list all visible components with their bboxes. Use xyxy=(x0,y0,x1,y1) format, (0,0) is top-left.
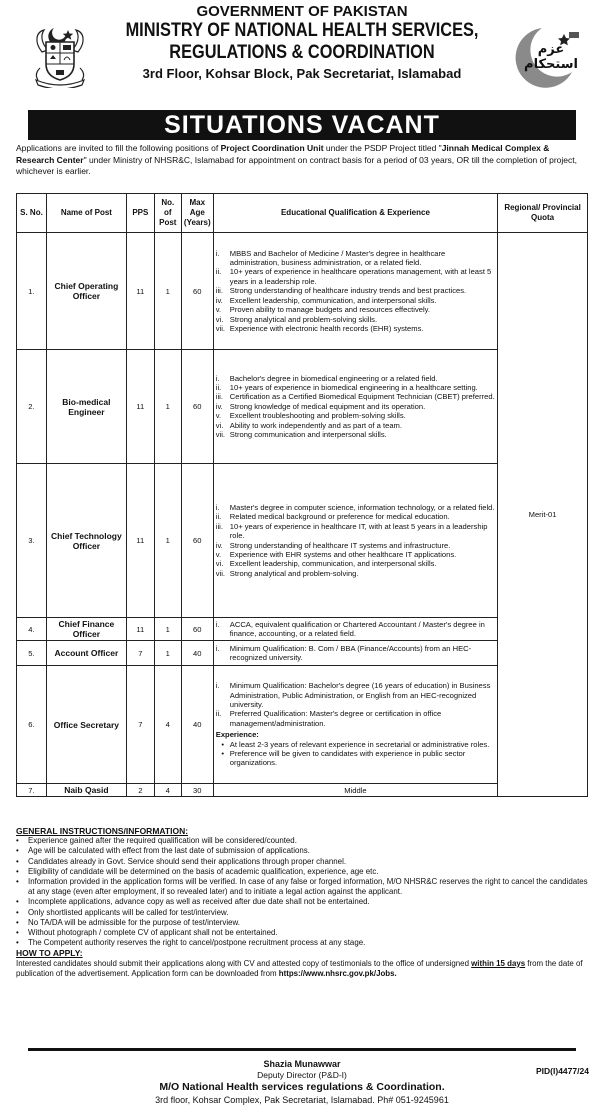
item-text: At least 2-3 years of relevant experience in secretarial or administrative roles. xyxy=(229,739,490,749)
signatory-name: Shazia Munawwar xyxy=(263,1059,341,1069)
cell-pps: 7 xyxy=(126,641,154,666)
footer-address: 3rd floor, Kohsar Complex, Pak Secretariat, Islamabad. Ph# 051-9245961 xyxy=(155,1095,449,1105)
bullet-icon: • xyxy=(221,739,225,749)
signatory-designation: Deputy Director (P&D-I) xyxy=(257,1070,347,1080)
intro-unit: Project Coordination Unit xyxy=(220,143,324,153)
instruction-text: Candidates already in Govt. Service should send their applications through proper channel. xyxy=(28,856,347,866)
qualification-item xyxy=(216,644,495,663)
item-number: iv. xyxy=(215,401,223,411)
item-text: 10+ years of experience in healthcare operations management, with at least 5 years in a leadership role. xyxy=(229,267,492,286)
item-text: Bachelor's degree in biomedical engineering or a related field. xyxy=(229,373,438,383)
cell-pps: 11 xyxy=(126,464,154,618)
cell-qualification xyxy=(213,618,497,641)
vacancy-table xyxy=(16,193,588,797)
qualification-item xyxy=(216,286,495,295)
campaign-logo xyxy=(512,20,586,94)
item-text: Preferred Qualification: Master's degree or certification in office management/administration. xyxy=(229,709,442,728)
item-number: iv. xyxy=(215,540,223,550)
qualification-item xyxy=(216,569,495,578)
header-quota: Regional/ Provincial Quota xyxy=(498,194,588,233)
apply-deadline: within 15 days xyxy=(471,958,526,968)
item-number: ii. xyxy=(215,382,222,392)
qualification-item xyxy=(216,315,495,324)
item-number: iii. xyxy=(215,392,223,402)
cell-post: Chief Technology Officer xyxy=(46,464,126,618)
item-text: MBBS and Bachelor of Medicine / Master's degree in healthcare administration, business administration, or a related field. xyxy=(229,248,446,268)
cell-sno: 5. xyxy=(17,641,47,666)
cell-qualification xyxy=(213,464,497,618)
cell-max-age: 60 xyxy=(181,233,213,350)
qualification-item xyxy=(216,305,495,314)
experience-item xyxy=(216,740,495,749)
bullet-icon: • xyxy=(16,938,19,948)
cell-post: Chief Operating Officer xyxy=(46,233,126,350)
cell-pps: 11 xyxy=(126,233,154,350)
qualification-item xyxy=(216,503,495,512)
bullet-icon: • xyxy=(16,866,19,876)
instruction-item xyxy=(16,846,592,856)
instructions-title: GENERAL INSTRUCTIONS/INFORMATION: xyxy=(16,826,189,836)
how-to-apply-text xyxy=(16,959,592,979)
item-number: v. xyxy=(215,411,222,421)
cell-num-post: 1 xyxy=(154,464,181,618)
cell-post: Chief Finance Officer xyxy=(46,618,126,641)
item-number: ii. xyxy=(215,512,222,522)
item-number: i. xyxy=(215,502,220,512)
cell-pps: 11 xyxy=(126,618,154,641)
cell-post: Account Officer xyxy=(46,641,126,666)
item-number: v. xyxy=(215,305,222,315)
item-text: Experience with electronic health records (EHR) systems. xyxy=(229,323,424,333)
cell-num-post: 4 xyxy=(154,666,181,784)
ministry-title-line2: REGULATIONS & COORDINATION xyxy=(169,42,435,63)
item-number: vi. xyxy=(215,420,224,430)
bullet-icon: • xyxy=(16,877,19,887)
cell-pps: 2 xyxy=(126,784,154,797)
bullet-icon: • xyxy=(16,917,19,927)
item-number: ii. xyxy=(215,709,222,719)
intro-project: Jinnah Medical Complex & Research Center xyxy=(16,143,550,165)
cell-max-age: 60 xyxy=(181,464,213,618)
cell-post: Office Secretary xyxy=(46,666,126,784)
cell-max-age: 40 xyxy=(181,666,213,784)
header-qualification: Educational Qualification & Experience xyxy=(213,194,497,233)
qualification-item xyxy=(216,296,495,305)
table-header-row xyxy=(17,194,588,233)
cell-qualification xyxy=(213,666,497,784)
header-max-age: Max Age (Years) xyxy=(181,194,213,233)
cell-num-post: 1 xyxy=(154,641,181,666)
item-text: Experience with EHR systems and other healthcare IT applications. xyxy=(229,549,457,559)
instruction-item xyxy=(16,908,592,918)
instruction-item xyxy=(16,938,592,948)
qualification-item xyxy=(216,522,495,541)
instruction-item xyxy=(16,857,592,867)
instruction-text: Incomplete applications, advance copy as well as received after due date shall not be entertained. xyxy=(28,897,370,907)
instruction-item xyxy=(16,877,592,897)
instruction-text: Without photograph / complete CV of applicant shall not be entertained. xyxy=(28,928,278,938)
item-text: Proven ability to manage budgets and resources effectively. xyxy=(229,305,430,315)
how-to-apply-title: HOW TO APPLY: xyxy=(16,948,83,959)
intro-text: Applications are invited to fill the following positions of xyxy=(16,143,221,153)
item-number: ii. xyxy=(215,267,222,277)
apply-link[interactable]: https://www.nhsrc.gov.pk/Jobs. xyxy=(278,968,397,978)
item-text: Strong analytical and problem-solving skills. xyxy=(229,314,378,324)
cell-num-post: 4 xyxy=(154,784,181,797)
apply-text-2: from the date of publication of the advertisement. Application form can be downloaded from xyxy=(16,958,583,978)
item-number: vii. xyxy=(215,568,226,578)
instruction-text: Information provided in the application forms will be verified. In case of any false or forged information, M/O NHSR&C reserves the right to cancel the candidates at any stage (even after employment, if so revealed later) and to initiate a legal action against the applicant. xyxy=(28,877,588,897)
bullet-icon: • xyxy=(221,749,225,759)
intro-text-2: under the PSDP Project titled " xyxy=(323,143,442,153)
item-text: Excellent leadership, communication, and interpersonal skills. xyxy=(229,295,437,305)
qualification-item xyxy=(216,411,495,420)
item-number: vi. xyxy=(215,559,224,569)
situations-vacant-banner: SITUATIONS VACANT xyxy=(28,110,576,140)
cell-post: Naib Qasid xyxy=(46,784,126,797)
instruction-item xyxy=(16,867,592,877)
qualification-item xyxy=(216,249,495,268)
bullet-icon: • xyxy=(16,928,19,938)
header-sno: S. No. xyxy=(17,194,47,233)
qualification-item xyxy=(216,620,495,639)
item-text: Excellent troubleshooting and problem-solving skills. xyxy=(229,411,406,421)
cell-post: Bio-medical Engineer xyxy=(46,350,126,464)
item-text: ACCA, equivalent qualification or Chartered Accountant / Master's degree in finance, accounting, or a related field. xyxy=(229,619,485,638)
instruction-item xyxy=(16,897,592,907)
header-post: Name of Post xyxy=(46,194,126,233)
qualification-item xyxy=(216,374,495,383)
qualification-item xyxy=(216,267,495,286)
header-num-post: No. of Post xyxy=(154,194,181,233)
instructions xyxy=(16,826,592,979)
item-text: Ability to work independently and as part of a team. xyxy=(229,420,402,430)
instruction-text: Eligibility of candidate will be determined on the basis of academic qualification, experience, age etc. xyxy=(28,866,379,876)
experience-item xyxy=(216,749,495,768)
instruction-text: The Competent authority reserves the right to cancel/postpone recruitment process at any stage. xyxy=(28,938,366,948)
instruction-item xyxy=(16,836,592,846)
qualification-item xyxy=(216,559,495,568)
item-number: iii. xyxy=(215,521,223,531)
instruction-text: No TA/DA will be admissible for the purpose of test/interview. xyxy=(28,917,240,927)
experience-title: Experience: xyxy=(215,730,259,740)
qualification-item xyxy=(216,541,495,550)
qualification-item xyxy=(216,392,495,401)
item-text: Master's degree in computer science, information technology, or a related field. xyxy=(229,502,495,512)
header-pps: PPS xyxy=(126,194,154,233)
item-text: 10+ years of experience in biomedical engineering in a healthcare setting. xyxy=(229,382,478,392)
item-number: iii. xyxy=(215,286,223,296)
cell-max-age: 60 xyxy=(181,618,213,641)
logo-urdu-text: عزم استحکام xyxy=(524,42,578,72)
bullet-icon: • xyxy=(16,907,19,917)
cell-max-age: 60 xyxy=(181,350,213,464)
instruction-item xyxy=(16,918,592,928)
bullet-icon: • xyxy=(16,836,19,846)
cell-max-age: 40 xyxy=(181,641,213,666)
footer xyxy=(0,1050,604,1110)
item-number: i. xyxy=(215,248,220,258)
table-row xyxy=(17,233,588,350)
item-text: 10+ years of experience in healthcare IT, with at least 5 years in a leadership role. xyxy=(229,521,488,541)
cell-qualification: Middle xyxy=(213,784,497,797)
instruction-item xyxy=(16,928,592,938)
ministry-title-line1: MINISTRY OF NATIONAL HEALTH SERVICES, xyxy=(125,20,479,41)
pid-number: PID(I)4477/24 xyxy=(536,1066,589,1076)
cell-pps: 11 xyxy=(126,350,154,464)
item-text: Strong analytical and problem-solving. xyxy=(229,568,359,578)
qualification-item xyxy=(216,421,495,430)
instruction-text: Age will be calculated with effect from the last date of submission of applications. xyxy=(28,846,310,856)
cell-sno: 7. xyxy=(17,784,47,797)
qualification-item xyxy=(216,709,495,728)
cell-pps: 7 xyxy=(126,666,154,784)
cell-sno: 6. xyxy=(17,666,47,784)
item-number: vii. xyxy=(215,323,226,333)
ministry-address: 3rd Floor, Kohsar Block, Pak Secretariat, Islamabad xyxy=(142,66,462,81)
qualification-item xyxy=(216,383,495,392)
item-number: vi. xyxy=(215,314,224,324)
cell-qualification xyxy=(213,350,497,464)
intro-text-3: " under Ministry of NHSR&C, Islamabad for appointment on contract basis for a period of 03 years, OR till the completion of project, whichever is earlier. xyxy=(16,154,577,176)
cell-qualification xyxy=(213,233,497,350)
header xyxy=(0,0,604,112)
cell-num-post: 1 xyxy=(154,350,181,464)
apply-text: Interested candidates should submit their applications along with CV and attested copy of testimonials to the office of undersigned xyxy=(16,958,472,968)
government-title: GOVERNMENT OF PAKISTAN xyxy=(196,3,408,20)
item-text: Minimum Qualification: B. Com / BBA (Finance/Accounts) from an HEC-recognized university. xyxy=(229,643,472,662)
item-text: Certification as a Certified Biomedical Equipment Technician (CBET) preferred. xyxy=(229,392,495,402)
instruction-text: Experience gained after the required qualification will be considered/counted. xyxy=(28,836,297,846)
qualification-item xyxy=(216,512,495,521)
item-number: i. xyxy=(215,619,220,629)
item-text: Strong understanding of healthcare IT systems and infrastructure. xyxy=(229,540,451,550)
qualification-item xyxy=(216,550,495,559)
item-number: v. xyxy=(215,549,222,559)
bullet-icon: • xyxy=(16,897,19,907)
item-number: i. xyxy=(215,643,220,653)
cell-max-age: 30 xyxy=(181,784,213,797)
cell-num-post: 1 xyxy=(154,618,181,641)
item-text: Excellent leadership, communication, and interpersonal skills. xyxy=(229,559,437,569)
qualification-item xyxy=(216,430,495,439)
qualification-item xyxy=(216,402,495,411)
cell-qualification xyxy=(213,641,497,666)
bullet-icon: • xyxy=(16,856,19,866)
intro-paragraph xyxy=(16,143,588,178)
cell-num-post: 1 xyxy=(154,233,181,350)
item-number: vii. xyxy=(215,430,226,440)
bullet-icon: • xyxy=(16,846,19,856)
cell-quota: Merit-01 xyxy=(498,233,588,797)
qualification-item xyxy=(216,324,495,333)
cell-sno: 4. xyxy=(17,618,47,641)
item-text: Strong understanding of healthcare industry trends and best practices. xyxy=(229,286,467,296)
item-text: Related medical background or preference for medical education. xyxy=(229,512,450,522)
item-text: Minimum Qualification: Bachelor's degree (16 years of education) in Business Administration, Public Administration, or English from an HEC-recognized university. xyxy=(229,681,491,709)
item-text: Strong communication and interpersonal skills. xyxy=(229,430,387,440)
item-number: i. xyxy=(215,373,220,383)
instruction-text: Only shortlisted applicants will be called for test/interview. xyxy=(28,907,229,917)
cell-sno: 2. xyxy=(17,350,47,464)
item-text: Preference will be given to candidates with experience in public sector organizations. xyxy=(229,749,466,768)
cell-sno: 3. xyxy=(17,464,47,618)
item-number: iv. xyxy=(215,295,223,305)
item-number: i. xyxy=(215,681,220,691)
cell-sno: 1. xyxy=(17,233,47,350)
item-text: Strong knowledge of medical equipment and its operation. xyxy=(229,401,426,411)
qualification-item xyxy=(216,681,495,709)
footer-office: M/O National Health services regulations & Coordination. xyxy=(159,1081,445,1093)
